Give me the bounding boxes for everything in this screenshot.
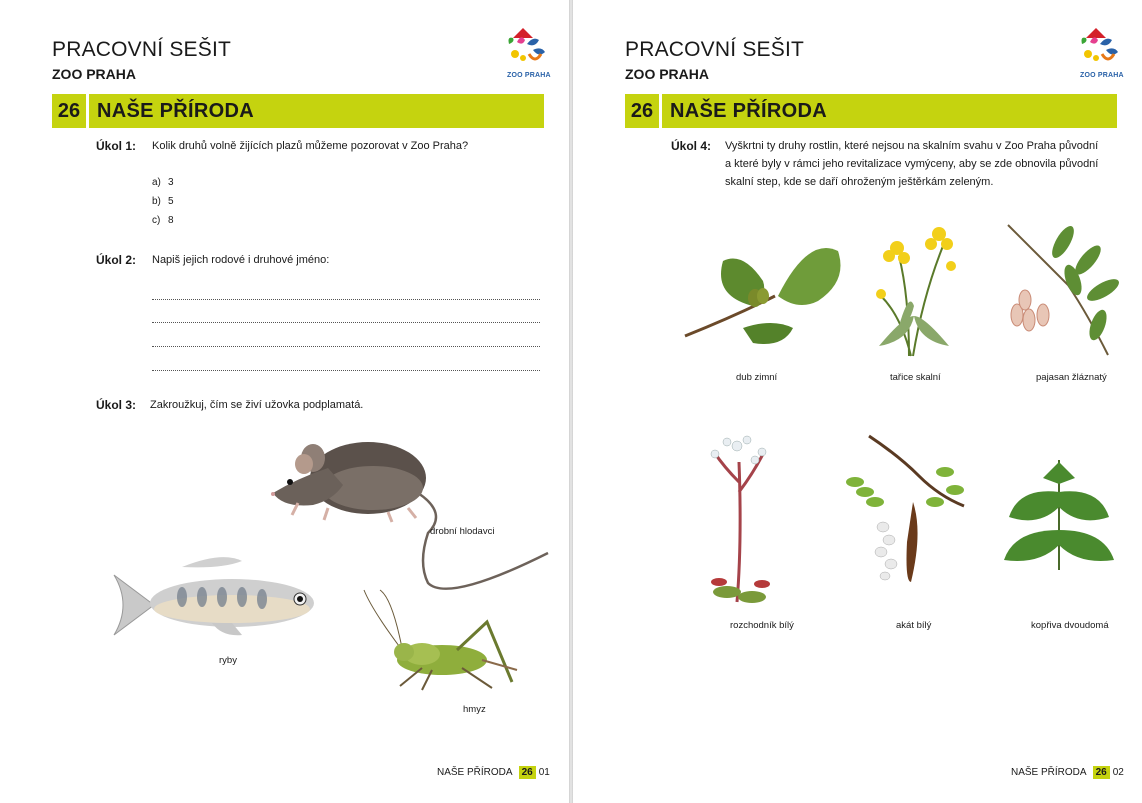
- caption-ailanthus: pajasan žláznatý: [1036, 372, 1107, 383]
- page-footer: [437, 766, 550, 779]
- option-letter: c): [152, 215, 161, 226]
- zoo-logo: [1076, 24, 1124, 82]
- footer-page-number: 01: [538, 767, 550, 778]
- task4-label: Úkol 4:: [671, 139, 712, 153]
- nettle-illustration[interactable]: [999, 452, 1119, 572]
- caption-robinia: akát bílý: [896, 620, 932, 631]
- section-band: [625, 94, 1117, 128]
- caption-oak: dub zimní: [736, 372, 778, 383]
- footer-section-number: 26: [1093, 766, 1110, 779]
- task3-question: Zakroužkuj, čím se živí užovka podplamatá.: [150, 399, 364, 411]
- alyssum-illustration[interactable]: [869, 216, 969, 361]
- task1-option-c[interactable]: [152, 215, 174, 226]
- footer-section-number: 26: [519, 766, 536, 779]
- robinia-illustration[interactable]: [845, 432, 970, 592]
- answer-line[interactable]: [152, 322, 540, 323]
- logo-text: ZOO PRAHA: [507, 72, 551, 79]
- option-value: 8: [168, 215, 174, 226]
- option-letter: a): [152, 177, 161, 188]
- caption-fish: ryby: [219, 655, 237, 666]
- task4-line: a které byly v rámci jeho revitalizace vymýceny, aby se zde obnovila původní: [725, 158, 1099, 170]
- zoo-logo-icon: [1076, 24, 1124, 72]
- task1-label: Úkol 1:: [96, 139, 137, 153]
- task3-label: Úkol 3:: [96, 398, 137, 412]
- option-value: 3: [168, 177, 174, 188]
- section-band: [52, 94, 544, 128]
- header-title: PRACOVNÍ SEŠIT: [625, 38, 805, 61]
- task1-option-b[interactable]: [152, 196, 174, 207]
- header-subtitle: ZOO PRAHA: [52, 66, 136, 82]
- footer-title: NAŠE PŘÍRODA: [1011, 767, 1087, 778]
- logo-text: ZOO PRAHA: [1080, 72, 1124, 79]
- caption-rodents: drobní hlodavci: [430, 526, 495, 537]
- task1-question: Kolik druhů volně žijících plazů můžeme pozorovat v Zoo Praha?: [152, 140, 469, 152]
- option-letter: b): [152, 196, 161, 207]
- caption-nettle: kopřiva dvoudomá: [1031, 620, 1109, 631]
- caption-insects: hmyz: [463, 704, 486, 715]
- section-title: NAŠE PŘÍRODA: [89, 94, 544, 128]
- header-title: PRACOVNÍ SEŠIT: [52, 38, 232, 61]
- caption-alyssum: tařice skalní: [890, 372, 941, 383]
- answer-line[interactable]: [152, 299, 540, 300]
- section-title: NAŠE PŘÍRODA: [662, 94, 1117, 128]
- header-subtitle: ZOO PRAHA: [625, 66, 709, 82]
- task1-option-a[interactable]: [152, 177, 174, 188]
- task2-question: Napiš jejich rodové i druhové jméno:: [152, 254, 330, 266]
- zoo-logo: [503, 24, 551, 82]
- fish-illustration[interactable]: [112, 555, 322, 650]
- section-number: 26: [625, 94, 659, 128]
- task4-line: Vyškrtni ty druhy rostlin, které nejsou na skalním svahu v Zoo Praha původní: [725, 140, 1099, 152]
- worksheet-page-right: [573, 0, 1142, 803]
- sedum-illustration[interactable]: [707, 432, 787, 612]
- cricket-illustration[interactable]: [362, 590, 522, 700]
- footer-page-number: 02: [1112, 767, 1124, 778]
- page-footer: [1011, 766, 1124, 779]
- task4-text: [725, 137, 1125, 191]
- option-value: 5: [168, 196, 174, 207]
- task2-label: Úkol 2:: [96, 253, 137, 267]
- caption-sedum: rozchodník bílý: [730, 620, 794, 631]
- task4-line: skalní step, kde se daří ohroženým ještěrkám zeleným.: [725, 176, 994, 188]
- footer-title: NAŠE PŘÍRODA: [437, 767, 513, 778]
- worksheet-page-left: [0, 0, 569, 803]
- section-number: 26: [52, 94, 86, 128]
- oak-illustration[interactable]: [683, 236, 843, 346]
- ailanthus-illustration[interactable]: [1003, 220, 1123, 360]
- answer-line[interactable]: [152, 370, 540, 371]
- zoo-logo-icon: [503, 24, 551, 72]
- answer-line[interactable]: [152, 346, 540, 347]
